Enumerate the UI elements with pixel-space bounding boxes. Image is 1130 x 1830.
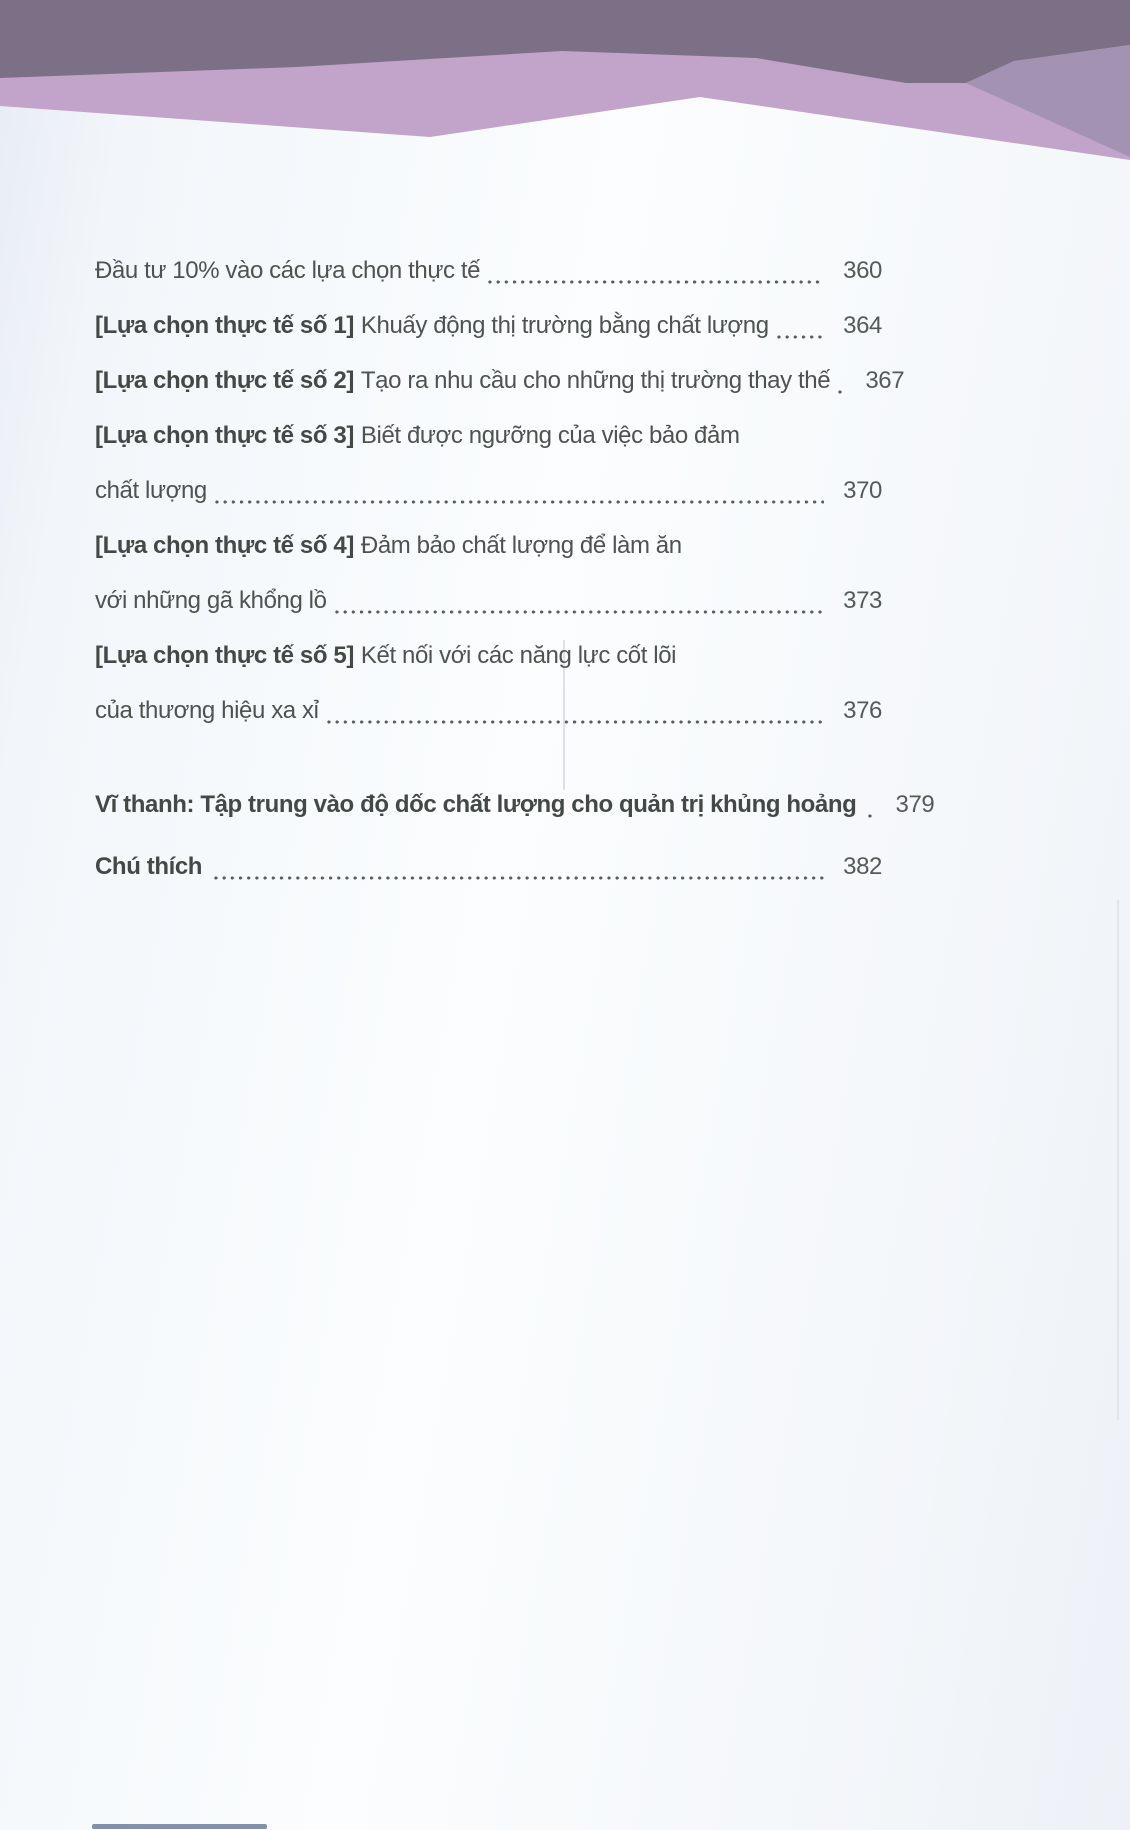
entry-label-bold: [Lựa chọn thực tế số 1] — [95, 311, 354, 339]
toc-line — [95, 353, 905, 408]
toc-line — [95, 518, 882, 573]
toc-closing-section — [95, 774, 935, 898]
entry-label-bold: [Lựa chọn thực tế số 2] — [95, 366, 354, 394]
closing-label-bold: Chú thích — [95, 853, 203, 880]
dot-leader — [866, 814, 876, 818]
dot-leader — [486, 280, 824, 284]
entry-label-bold: [Lựa chọn thực tế số 4] — [95, 531, 354, 559]
dot-leader — [212, 876, 824, 880]
entry-label: Tạo ra nhu cầu cho những thị trường thay thế — [360, 366, 831, 394]
toc-line — [95, 628, 882, 683]
page-number: 382 — [843, 853, 882, 880]
entry-label: Đảm bảo chất lượng để làm ăn — [360, 531, 682, 559]
toc-line — [95, 298, 882, 353]
toc-line-wrap — [95, 683, 882, 738]
dot-leader — [836, 390, 846, 394]
page-number: 364 — [843, 311, 882, 339]
entry-label: Khuấy động thị trường bằng chất lượng — [360, 311, 769, 339]
page-number: 360 — [843, 256, 882, 284]
entry-label: Biết được ngưỡng của việc bảo đảm — [360, 421, 740, 449]
toc-entry — [95, 518, 882, 628]
toc-entry — [95, 628, 882, 738]
table-of-contents — [95, 243, 935, 898]
page-number: 376 — [843, 696, 882, 724]
toc-line — [95, 408, 882, 463]
toc-entry — [95, 408, 882, 518]
dot-leader — [325, 720, 824, 724]
dot-leader — [333, 610, 824, 614]
toc-line — [95, 836, 882, 898]
dot-leader — [775, 335, 824, 339]
scan-edge-mark — [92, 1824, 267, 1829]
page-number: 373 — [843, 586, 882, 614]
entry-label-continued: với những gã khổng lồ — [95, 586, 327, 614]
page-number: 379 — [895, 791, 935, 818]
page-number: 367 — [865, 366, 905, 394]
entry-label-bold: [Lựa chọn thực tế số 3] — [95, 421, 354, 449]
entry-label-continued: của thương hiệu xa xỉ — [95, 696, 319, 724]
entry-label-bold: [Lựa chọn thực tế số 5] — [95, 641, 354, 669]
toc-entry — [95, 243, 882, 298]
entry-label-continued: chất lượng — [95, 476, 207, 504]
header-graphic — [0, 0, 1130, 168]
scan-crease — [1117, 900, 1119, 1420]
dot-leader — [213, 500, 824, 504]
toc-entry — [95, 353, 905, 408]
toc-line-wrap — [95, 573, 882, 628]
toc-line — [95, 774, 935, 836]
entry-label: Đầu tư 10% vào các lựa chọn thực tế — [95, 256, 481, 284]
toc-entry — [95, 298, 882, 353]
entry-label: Kết nối với các năng lực cốt lõi — [360, 641, 677, 669]
scan-crease — [563, 640, 565, 790]
toc-line-wrap — [95, 463, 882, 518]
closing-label-bold: Vĩ thanh: Tập trung vào độ dốc chất lượng cho quản trị khủng hoảng — [95, 791, 857, 818]
page-number: 370 — [843, 476, 882, 504]
toc-line — [95, 243, 882, 298]
